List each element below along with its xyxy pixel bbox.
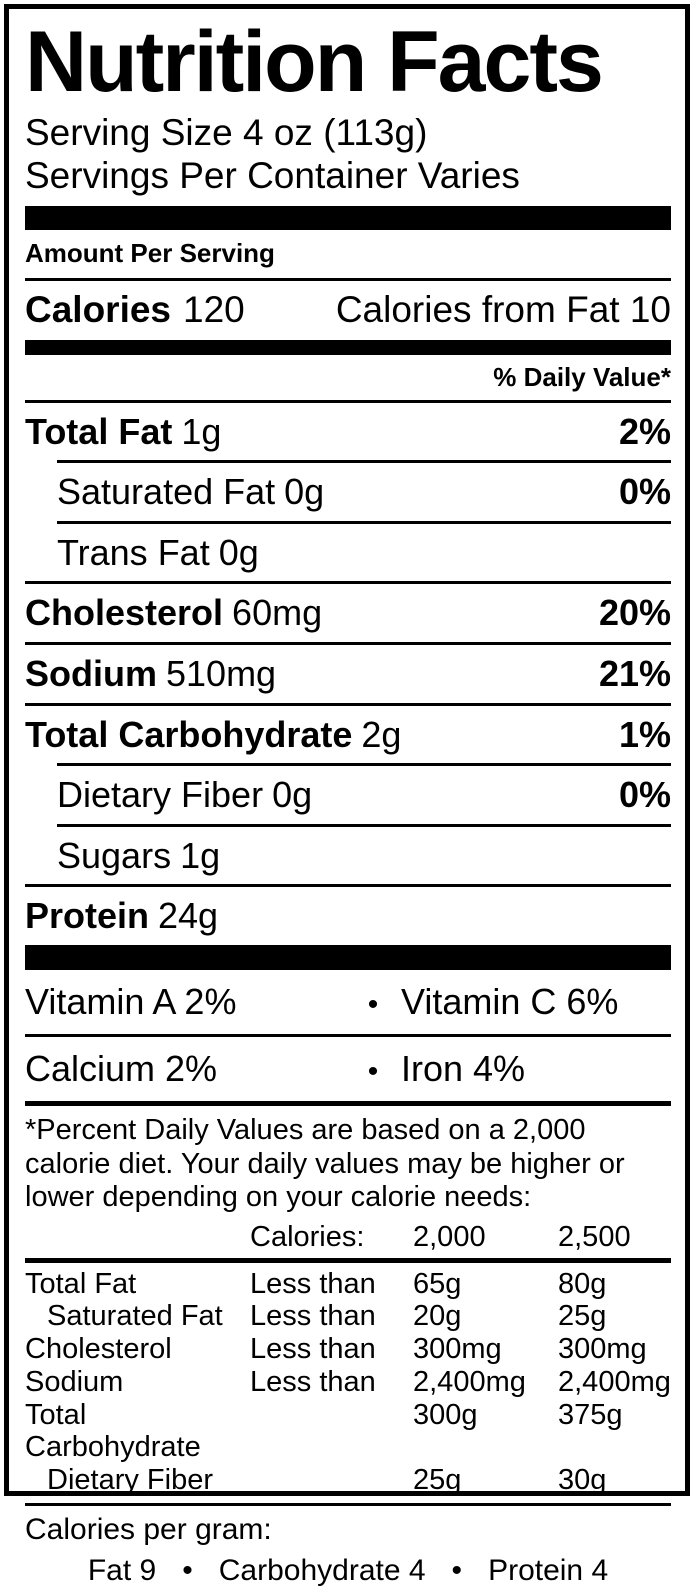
nutrient-dv: 0% (618, 774, 671, 816)
bullet-icon: • (451, 1553, 463, 1587)
dv-table-body (25, 1263, 671, 1503)
nutrient-amount: 1g (181, 410, 222, 452)
table-row-saturated-fat (25, 1300, 671, 1333)
nutrient-row-cholesterol (25, 584, 671, 642)
nutrient-dv: 0% (618, 471, 671, 513)
nutrient-name: Trans Fat (57, 531, 210, 573)
calories-from-fat-label: Calories from Fat (335, 288, 620, 330)
daily-value-header: % Daily Value* (493, 361, 671, 392)
nutrient-name: Dietary Fiber (57, 774, 264, 816)
nutrient-name: Protein (25, 895, 150, 937)
row-2500-value: 375g (558, 1398, 623, 1431)
calories-row (25, 281, 671, 340)
nutrient-row-sodium (25, 645, 671, 703)
cpg-fat: Fat 9 (87, 1553, 157, 1587)
row-2500-value: 2,400mg (558, 1365, 671, 1398)
row-2000-value: 65g (413, 1267, 462, 1300)
iron: Iron 4% (401, 1047, 526, 1089)
table-row-sodium (25, 1366, 671, 1399)
vitamin-a: Vitamin A 2% (25, 980, 237, 1022)
nutrient-name: Sodium (25, 652, 157, 694)
bullet-icon: • (367, 1054, 379, 1088)
calories-from-fat-value: 10 (629, 288, 671, 330)
nutrient-row-total-fat (25, 403, 671, 461)
bullet-icon: • (182, 1553, 193, 1587)
row-name: Saturated Fat (47, 1300, 223, 1333)
row-name: Total Fat (25, 1267, 137, 1300)
label-title: Nutrition Facts (25, 14, 602, 110)
vitamin-c: Vitamin C 6% (401, 980, 619, 1022)
nutrient-row-sugars (25, 827, 671, 885)
calories-from-fat (336, 289, 671, 331)
row-2500-value: 25g (558, 1300, 607, 1333)
nutrient-amount: 24g (158, 895, 219, 937)
nutrient-amount: 0g (272, 774, 313, 816)
nutrient-amount: 1g (180, 834, 221, 876)
row-2000-value: 300g (413, 1398, 478, 1431)
nutrient-name: Total Carbohydrate (25, 713, 353, 755)
footnote: *Percent Daily Values are based on a 2,000 calorie diet. Your daily values may be higher or lower depending on your calorie needs: (25, 1113, 625, 1214)
cpg-protein: Protein 4 (488, 1553, 609, 1587)
row-2500-value: 300mg (558, 1333, 647, 1366)
nutrient-amount: 60mg (232, 592, 323, 634)
empty-cell (25, 1221, 250, 1254)
nutrient-dv: 1% (618, 713, 671, 755)
row-qualifier (250, 1399, 413, 1465)
dv-table-header (25, 1217, 671, 1258)
column-2500: 2,500 (558, 1220, 631, 1253)
nutrient-row-trans-fat (25, 524, 671, 582)
nutrient-amount: 2g (361, 713, 402, 755)
serving-size: Serving Size 4 oz (113g) (25, 112, 428, 153)
calories (25, 289, 245, 331)
vitamin-row-2 (25, 1037, 671, 1101)
table-row-dietary-fiber (25, 1464, 671, 1497)
divider-bar-top (25, 206, 671, 230)
nutrient-amount: 510mg (166, 652, 277, 694)
row-name: Sodium (25, 1365, 124, 1398)
divider-bar-calories (25, 340, 671, 355)
nutrition-facts-label (4, 4, 690, 1587)
nutrient-row-dietary-fiber (25, 766, 671, 824)
nutrient-dv: 2% (618, 410, 671, 452)
vitamin-row-1 (25, 970, 671, 1034)
bullet-icon: • (367, 987, 379, 1021)
table-row-total-carbohydrate (25, 1399, 671, 1465)
row-name: Cholesterol (25, 1333, 172, 1366)
table-row-total-fat (25, 1268, 671, 1301)
row-2500-value: 30g (558, 1464, 607, 1497)
row-name: Dietary Fiber (47, 1464, 213, 1497)
row-qualifier: Less than (250, 1300, 376, 1333)
divider-bar-protein (25, 945, 671, 970)
nutrient-row-saturated-fat (25, 463, 671, 521)
calories-per-gram-heading: Calories per gram: (25, 1512, 272, 1546)
nutrient-name: Total Fat (25, 410, 173, 452)
row-qualifier: Less than (250, 1267, 376, 1300)
nutrient-dv: 21% (598, 652, 671, 694)
row-2000-value: 2,400mg (413, 1365, 526, 1398)
row-qualifier: Less than (250, 1333, 376, 1366)
calories-column-label: Calories: (250, 1220, 365, 1253)
calories-value: 120 (183, 288, 245, 330)
row-2000-value: 300mg (413, 1333, 502, 1366)
calcium: Calcium 2% (25, 1047, 218, 1089)
nutrient-name: Cholesterol (25, 592, 224, 634)
column-2000: 2,000 (413, 1220, 486, 1253)
calories-per-gram-values (25, 1549, 671, 1594)
row-qualifier: Less than (250, 1365, 376, 1398)
nutrient-amount: 0g (218, 531, 259, 573)
row-name: Total Carbohydrate (25, 1398, 201, 1464)
row-2000-value: 25g (413, 1464, 462, 1497)
nutrient-amount: 0g (284, 471, 325, 513)
nutrient-name: Saturated Fat (57, 471, 276, 513)
table-row-cholesterol (25, 1333, 671, 1366)
nutrient-row-protein (25, 887, 671, 945)
row-2500-value: 80g (558, 1267, 607, 1300)
calories-label: Calories (25, 288, 172, 330)
nutrient-name: Sugars (57, 834, 172, 876)
nutrient-dv: 20% (598, 592, 671, 634)
row-2000-value: 20g (413, 1300, 462, 1333)
row-qualifier (250, 1464, 413, 1497)
nutrient-row-total-carbohydrate (25, 706, 671, 764)
cpg-carbohydrate: Carbohydrate 4 (218, 1553, 426, 1587)
servings-per-container: Servings Per Container Varies (25, 155, 520, 197)
amount-per-serving-label: Amount Per Serving (25, 237, 275, 268)
